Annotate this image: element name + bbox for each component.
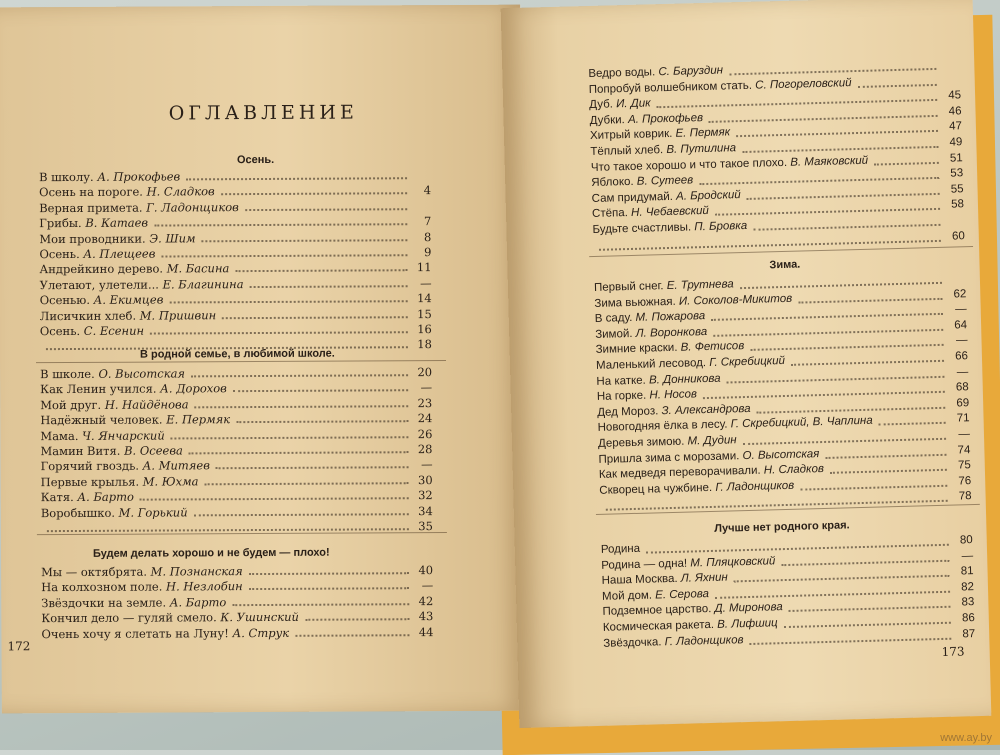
entry-title-text: Космическая ракета. [603,619,714,634]
entry-title-text: Дед Мороз. [597,405,658,419]
entry-title [596,372,720,387]
entry-title [594,278,734,294]
entry-title [40,277,244,292]
dot-leader [171,436,409,439]
entry-author: А. Дорохов [160,382,227,396]
entry-title-text: Зима вьюжная. [594,295,676,309]
entry-author: Л. Яхнин [681,572,728,585]
left-toc [0,5,520,8]
entry-page: 80 [955,534,973,546]
entry-title-text: Мой дом. [602,589,652,602]
entry-title [595,310,706,325]
entry-author: Н. Сладков [147,185,215,199]
entry-title-text: Наша Москва. [602,573,678,587]
entry-page: 46 [943,105,961,117]
entry-page: 47 [944,121,962,133]
section-heading: Осень. [237,154,274,166]
dot-leader [236,420,408,423]
entry-author: Н. Найдёнова [105,397,189,411]
entry-title-text: Мама. [40,429,78,443]
entry-title [40,397,188,412]
entry-title-text: Андрейкино дерево. [39,262,163,277]
entry-page: 78 [953,491,971,503]
dot-leader [204,482,408,485]
dot-leader [161,254,407,257]
entry-author: Ч. Янчарский [82,428,165,442]
entry-title [39,231,195,246]
entry-title-text: Дубки. [589,114,624,127]
dot-leader [140,497,409,500]
entry-author: А. Екимцев [94,293,164,307]
entry-title-text: Первый снег. [594,280,664,294]
dot-leader [233,390,408,393]
entry-title-text: Скворец на чужбине. [599,482,712,497]
dot-leader [295,634,409,637]
dot-leader [753,224,940,231]
entry-page: 62 [948,288,966,300]
entry-title [39,169,180,184]
entry-page: 26 [414,427,432,441]
entry-author: Е. Пермяк [675,127,730,140]
entry-author: Г. Скребицкий [709,355,785,369]
dot-leader [221,193,407,196]
right-page [501,0,992,728]
entry-author: А. Барто [170,595,227,609]
entry-title-text: Родина — одна! [601,557,687,571]
entry-page: 71 [951,413,969,425]
entry-title [40,428,164,443]
entry-title [595,340,744,356]
entry-page: 15 [414,307,432,321]
entry-page: 24 [414,411,432,425]
dot-leader [245,208,407,211]
entry-page: 87 [957,628,975,640]
dot-leader [249,572,409,575]
entry-author: М. Пожарова [635,310,705,324]
entry-title [39,262,229,277]
entry-title [40,366,185,381]
dot-leader [784,622,951,628]
entry-title [40,308,217,323]
entry-title [40,293,164,308]
entry-title-text: Мои проводники. [39,231,145,246]
dot-leader [750,637,952,644]
entry-page: 4 [413,183,431,197]
entry-author: О. Высотская [98,366,185,380]
dot-leader [830,469,947,474]
entry-title-text: Ведро воды. [588,66,655,80]
entry-title-text: Зимние краски. [595,342,677,356]
entry-title [41,490,134,504]
entry-title-text: Хитрый коврик. [590,128,673,142]
entry-author: И. Дик [616,98,651,111]
entry-title-text: Мой друг. [40,398,101,412]
entry-author: А. Струк [232,625,289,639]
entry-author: Н. Носов [649,388,697,401]
entry-title [40,382,227,397]
entry-page: 66 [950,350,968,362]
dot-leader [789,606,951,612]
entry-title [590,127,730,143]
entry-author: Е. Благинина [163,277,244,291]
entry-author: А. Барто [77,490,134,504]
entry-author: Е. Серова [655,588,709,601]
entry-title [590,142,736,158]
entry-page: 44 [415,625,433,639]
dot-leader [250,285,408,288]
dot-leader [736,130,938,137]
entry-title [597,388,697,403]
entry-page: 42 [415,594,433,608]
entry-author: А. Прокофьев [628,112,703,126]
entry-title-text: Надёжный человек. [40,413,162,428]
entry-title-text: Попробуй волшебником стать. [589,79,752,95]
entry-title [41,610,299,625]
dot-leader [222,316,408,319]
entry-page: 8 [413,230,431,244]
entry-author: П. Бровка [694,220,747,233]
entry-page: 35 [415,519,433,533]
entry-title-text: Осенью. [40,293,90,307]
entry-page: — [949,335,967,347]
dot-leader [202,239,408,242]
entry-page: 49 [944,136,962,148]
entry-author: М. Юхма [143,474,199,488]
entry-author: Е. Пермяк [166,412,230,426]
dot-leader [791,360,944,366]
entry-author: Г. Ладонщиков [146,200,239,214]
entry-author: Е. Трутнева [667,278,734,292]
entry-author: В. Лифшиц [717,617,778,631]
entry-author: И. Соколов-Микитов [679,292,793,307]
section-heading: В родной семье, в любимой школе. [140,348,335,361]
watermark: www.ay.by [940,732,992,744]
dot-leader [798,297,942,303]
section-heading: Лучше нет родного края. [714,519,850,535]
entry-title [591,175,693,190]
dot-leader [743,438,946,445]
entry-title [41,474,199,489]
entry-page: 81 [955,565,973,577]
entry-author: М. Горький [119,505,188,519]
dot-leader [305,618,409,621]
dot-leader [216,467,409,470]
entry-author: А. Прокофьев [97,169,180,183]
entry-author: Н. Сладков [764,463,824,477]
entry-title-text: Очень хочу я слетать на Луну! [41,626,228,641]
page-number-left: 172 [7,639,30,653]
entry-title-text: На горке. [597,390,647,403]
entry-page: 64 [949,319,967,331]
entry-author: Н. Чебаевский [631,205,709,219]
entry-title [592,189,741,205]
entry-page: — [955,550,973,562]
section-rule [36,360,446,363]
entry-author: Г. Ладонщиков [665,634,744,648]
entry-title-text: Звёздочки на земле. [41,595,166,610]
entry-title-text: Стёпа. [592,207,628,220]
entry-author: В. Путилина [666,142,736,156]
entry-title-text: Как Ленин учился. [40,382,156,397]
dot-leader [879,422,946,426]
toc-entry [41,625,433,643]
entry-page: 11 [413,260,431,274]
entry-title-text: Деревья зимою. [598,436,685,450]
entry-title-text: Новогодняя ёлка в лесу. [598,419,728,434]
dot-leader [825,453,946,458]
dot-leader [729,68,936,75]
entry-title [40,324,144,339]
entry-author: С. Баруздин [658,65,723,79]
entry-author: С. Погореловский [755,77,852,92]
dot-leader [757,407,946,414]
entry-page: 82 [956,581,974,593]
entry-page: 20 [414,365,432,379]
entry-page: 7 [413,214,431,228]
entry-page: — [952,428,970,440]
entry-page: — [414,276,432,290]
entry-title-text: Грибы. [39,216,81,230]
entry-page: 30 [415,473,433,487]
entry-page: 28 [414,442,432,456]
entry-title [41,579,243,594]
entry-title [41,595,226,610]
dot-leader [195,405,409,408]
entry-title-text: Осень. [40,324,80,338]
entry-author: В. Донникова [649,372,721,386]
dot-leader [189,451,409,454]
entry-author: К. Ушинский [220,610,299,624]
entry-page: 60 [947,230,965,242]
entry-title-text: Дуб. [589,99,613,112]
entry-title-text: Катя. [41,490,74,504]
entry-author: М. Пляцковский [690,555,775,569]
entry-author: С. Есенин [84,324,144,338]
entry-title-text: Родина [601,543,641,556]
dot-leader [858,84,937,88]
entry-title-text: Осень на пороге. [39,185,143,200]
left-page [0,5,524,714]
entry-title-text: На катке. [596,374,646,387]
entry-title-text: Будьте счастливы. [592,221,691,236]
dot-leader [186,177,407,180]
dot-leader [750,344,943,351]
entry-author: В. Сутеев [637,175,694,188]
entry-page: 9 [413,245,431,259]
entry-title-text: Мамин Витя. [40,444,120,458]
section-heading: Будем делать хорошо и не будем — плохо! [93,547,330,560]
entry-title [39,216,148,231]
entry-author: В. Фетисов [681,340,745,354]
entry-page: 32 [415,488,433,502]
entry-title-text: Улетают, улетели... [40,277,159,292]
entry-page: 74 [952,444,970,456]
entry-page: 55 [945,183,963,195]
entry-author: Э. Шим [149,231,195,245]
entry-page: — [414,380,432,394]
entry-author: В. Маяковский [790,154,868,168]
page-number-right: 173 [941,644,964,659]
entry-title [39,200,239,215]
entry-title-text: Сам придумай. [592,191,674,205]
entry-title-text: Яблоко. [591,176,634,189]
entry-title-text: Горячий гвоздь. [41,459,140,474]
entry-author: О. Высотская [742,448,819,462]
entry-title [597,403,751,419]
section-heading: Зима. [769,259,800,272]
entry-title [40,412,230,427]
entry-author: Г. Скребицкий, В. Чаплина [730,415,872,431]
entry-title [39,185,215,200]
entry-title [589,112,703,127]
entry-page: 34 [415,504,433,518]
entry-title [41,459,210,474]
entry-page: 18 [414,337,432,351]
entry-title-text: Подземное царство. [602,603,711,618]
entry-title-text: Мы — октябрята. [41,565,147,580]
dot-leader [191,374,408,377]
entry-author: А. Плещеев [83,247,155,261]
entry-title [40,443,182,458]
entry-page: 86 [957,612,975,624]
entry-author: Л. Воронкова [636,326,708,340]
entry-author: М. Дудин [687,434,736,447]
entry-page: 16 [414,322,432,336]
entry-page: 45 [943,89,961,101]
entry-title [602,588,709,603]
entry-author: Н. Незлобин [166,579,243,593]
entry-author: Д. Миронова [714,602,782,616]
entry-page: 68 [951,381,969,393]
entry-title [39,247,155,262]
entry-title [598,434,737,450]
entry-author: М. Познанская [151,564,243,578]
entry-author: В. Осеева [124,443,183,457]
entry-title-text: В саду. [595,312,633,325]
entry-page: — [415,578,433,592]
entry-title-text: Лисичкин хлеб. [40,308,136,323]
dot-leader [781,559,949,565]
dot-leader [194,513,409,516]
entry-author: А. Бродский [676,189,741,203]
entry-author: А. Митяев [143,459,210,473]
entry-title-text: Зимой. [595,328,633,341]
entry-title [601,543,641,556]
entry-title [602,572,728,587]
entry-title-text: Как медведя переворачивали. [599,465,761,481]
dot-leader [232,603,409,606]
entry-author: З. Александрова [661,403,750,417]
entry-title-text: На колхозном поле. [41,580,162,595]
entry-page: 14 [414,291,432,305]
entry-author: М. Пришвин [140,308,217,322]
entry-title-text: Кончил дело — гуляй смело. [41,610,216,625]
entry-page: — [949,303,967,315]
entry-title-text: Тёплый хлеб. [590,144,663,158]
entry-page: 76 [953,475,971,487]
entry-title-text: Осень. [39,247,79,261]
entry-author: Г. Ладонщиков [715,480,794,494]
entry-title [41,564,243,579]
entry-title [603,634,744,650]
entry-title-text: Верная примета. [39,200,142,215]
entry-page: 58 [946,199,964,211]
entry-title-text: Пришла зима с морозами. [598,450,739,466]
entry-title-text: Что такое хорошо и что такое плохо. [591,156,788,173]
entry-page: 43 [415,609,433,623]
dot-leader [150,331,408,334]
dot-leader [740,282,942,289]
entry-title-text: Звёздочка. [603,636,661,650]
entry-page: 51 [945,152,963,164]
dot-leader [169,300,407,303]
entry-title-text: В школу. [39,170,94,184]
dot-leader [249,588,409,591]
entry-page: 75 [953,459,971,471]
entry-title [41,625,289,640]
entry-page: 83 [956,596,974,608]
entry-title [595,326,707,341]
dot-leader [747,193,940,200]
dot-leader [154,223,407,226]
entry-page: 53 [945,167,963,179]
entry-page: — [415,457,433,471]
entry-page: — [950,366,968,378]
entry-page: 23 [414,396,432,410]
entry-title-text: Воробышко. [41,505,115,519]
dot-leader [742,146,938,153]
entry-title [588,65,723,81]
dot-leader [800,485,947,491]
entry-title [41,505,188,520]
right-toc [501,0,973,8]
entry-title [589,98,651,112]
entry-title-text: В школе. [40,367,95,381]
toc-title: ОГЛАВЛЕНИЕ [169,101,358,124]
dot-leader [235,270,407,273]
entry-author: М. Басина [167,262,230,276]
entry-author: В. Катаев [85,216,148,230]
entry-title [592,205,709,220]
entry-title-text: Маленький лесовод. [596,357,706,372]
entry-page: 40 [415,563,433,577]
dot-leader [874,161,939,165]
entry-title-text: Первые крылья. [41,474,140,489]
entry-page: 69 [951,397,969,409]
